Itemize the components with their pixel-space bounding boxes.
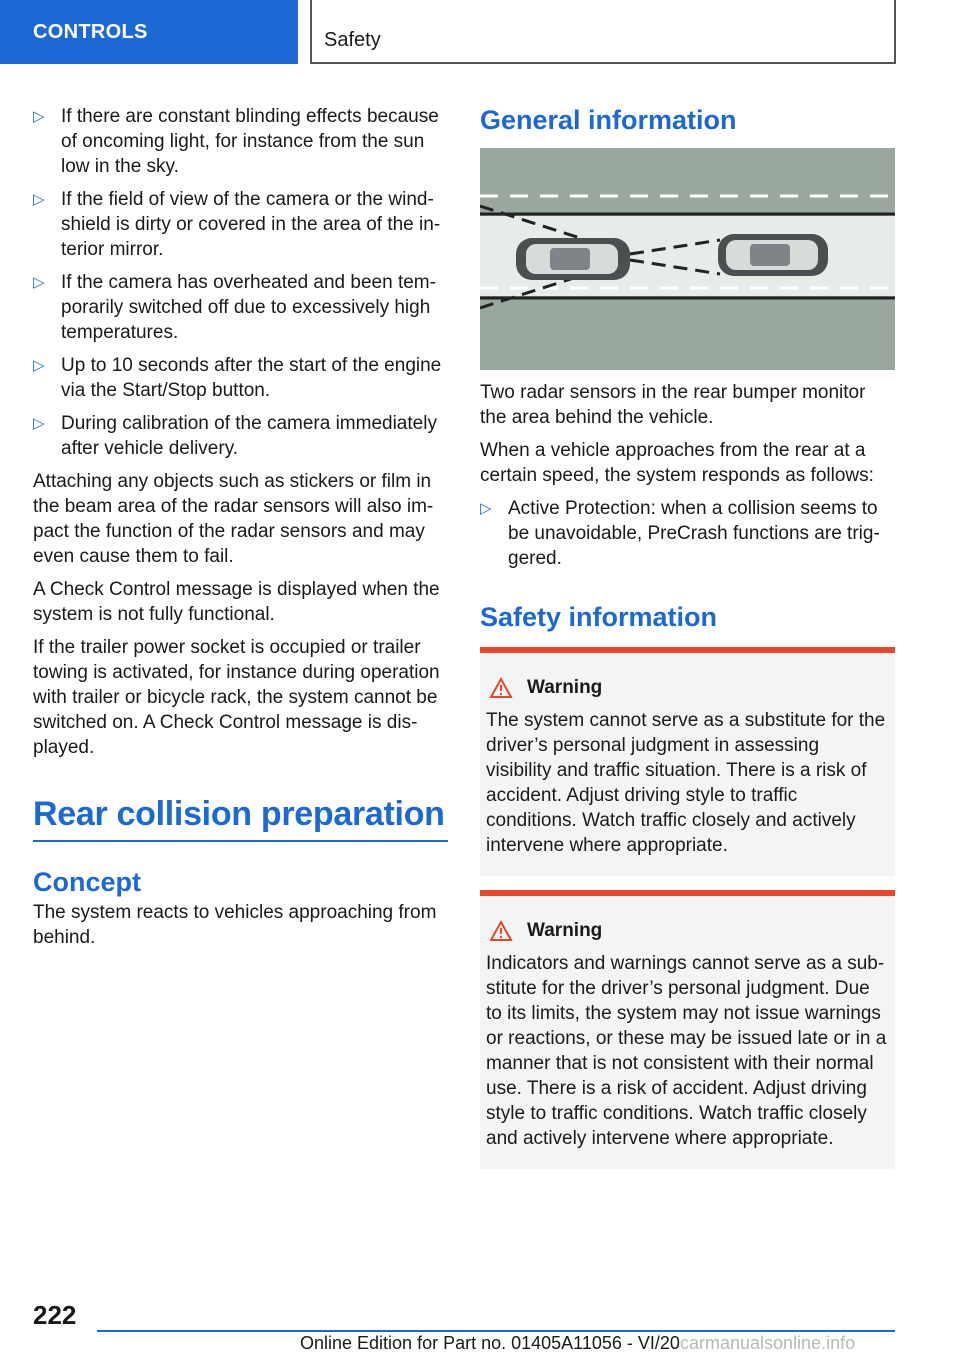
triangle-bullet-icon: ▷	[480, 500, 492, 517]
warning-text: Indicators and warnings cannot serve as a substitute for the driver’s personal judgment. Due to its limits, the system may not issue warnings or reactions, or these may be issued late or in a manner that is not consistent with their normal use. There is a risk of accident. Adjust driving style to traffic conditions. Watch traffic closely and actively intervene where appropriate.	[486, 953, 887, 1149]
concept-text: The system reacts to vehicles approaching from behind.	[33, 902, 437, 948]
warning-title: Warning	[527, 677, 603, 698]
paragraph: A Check Control message is displayed when the system is not fully functional.	[33, 579, 440, 625]
warning-title: Warning	[527, 920, 603, 941]
triangle-bullet-icon: ▷	[33, 415, 45, 432]
triangle-bullet-icon: ▷	[33, 191, 45, 208]
warning-box	[480, 647, 895, 876]
watermark: carmanualsonline.info	[680, 1333, 856, 1353]
right-column	[480, 104, 895, 1183]
subheading-concept: Concept	[33, 867, 141, 897]
warning-box	[480, 890, 895, 1169]
list-item: ▷ Active Protection: when a collision seems to be unavoidable, PreCrash functions are triggered.	[480, 498, 880, 569]
radar-illustration	[480, 148, 895, 370]
paragraph: Two radar sensors in the rear bumper monitor the area behind the vehicle.	[480, 382, 866, 428]
list-item: ▷ If the field of view of the camera or the windshield is dirty or covered in the area of the interior mirror.	[33, 189, 441, 260]
edition-text: Online Edition for Part no. 01405A11056 - VI/20	[300, 1333, 680, 1353]
header-frame	[310, 0, 896, 64]
limitations-list	[33, 104, 448, 461]
page-number: 222	[33, 1300, 77, 1330]
left-column	[33, 104, 448, 958]
footer-divider	[97, 1330, 895, 1332]
section-tab	[0, 0, 298, 64]
list-item: ▷ During calibration of the camera immediately after vehicle delivery.	[33, 413, 437, 459]
response-list	[480, 496, 895, 571]
list-item: ▷ Up to 10 seconds after the start of the engine via the Start/Stop button.	[33, 355, 442, 401]
paragraph: When a vehicle approaches from the rear at a certain speed, the system responds as follows:	[480, 440, 874, 486]
triangle-bullet-icon: ▷	[33, 274, 45, 291]
list-item: ▷ If there are constant blinding effects because of oncoming light, for instance from the sun low in the sky.	[33, 106, 439, 177]
paragraph: If the trailer power socket is occupied or trailer towing is activated, for instance during operation with trailer or bicycle rack, the system cannot be switched on. A Check Control message is displayed.	[33, 637, 440, 758]
page-title: Safety	[324, 29, 381, 51]
triangle-bullet-icon: ▷	[33, 357, 45, 374]
paragraph: Attaching any objects such as stickers or film in the beam area of the radar sensors will also impact the function of the radar sensors and may even cause them to fail.	[33, 471, 434, 567]
list-item: ▷ If the camera has overheated and been temporarily switched off due to excessively high temperatures.	[33, 272, 436, 343]
warning-triangle-icon	[489, 677, 513, 699]
car-radar-diagram-icon	[480, 148, 895, 370]
triangle-bullet-icon: ▷	[33, 108, 45, 125]
heading-safety-information: Safety information	[480, 602, 718, 632]
warning-text: The system cannot serve as a substitute for the driver’s personal judgment in assessing visibility and traffic situation. There is a risk of accident. Adjust driving style to traffic conditions. Watch traffic closely and actively intervene where appropriate.	[486, 710, 886, 856]
section-heading: Rear collision preparation	[33, 794, 448, 842]
heading-general-information: General information	[480, 105, 737, 135]
warning-triangle-icon	[489, 920, 513, 942]
section-label: CONTROLS	[33, 20, 148, 43]
